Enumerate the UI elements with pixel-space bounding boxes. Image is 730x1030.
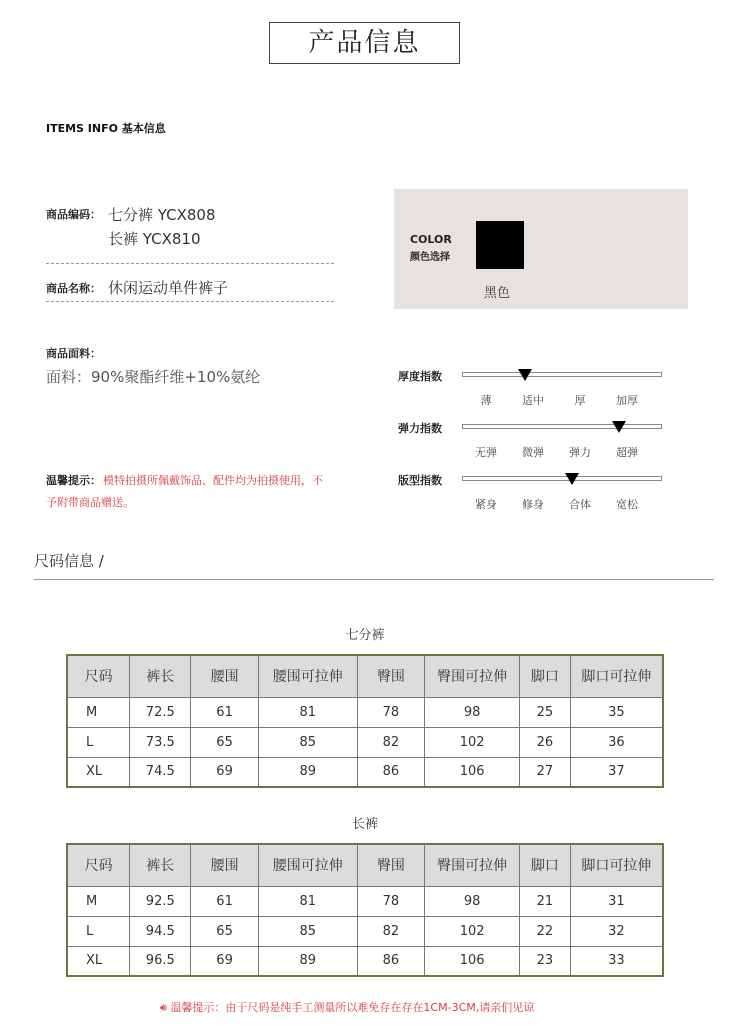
table-row xyxy=(67,886,663,916)
column-header: 臀围可拉伸 xyxy=(425,655,520,697)
table-cell: 73.5 xyxy=(130,727,191,757)
table-cell: 26 xyxy=(519,727,570,757)
table-title-long: 长裤 xyxy=(351,817,378,832)
column-header: 臀围 xyxy=(357,655,425,697)
index-option: 加厚 xyxy=(616,394,638,407)
table-cell: 89 xyxy=(258,946,357,976)
size-table-long xyxy=(66,843,664,977)
code-line-2: 长裤 YCX810 xyxy=(108,230,201,248)
column-header: 裤长 xyxy=(130,844,191,886)
table-cell: 32 xyxy=(570,916,663,946)
table-cell: 94.5 xyxy=(130,916,191,946)
column-header: 脚口 xyxy=(519,844,570,886)
table-cell: 22 xyxy=(519,916,570,946)
table-cell: 23 xyxy=(519,946,570,976)
table-cell: M xyxy=(67,697,130,727)
table-row xyxy=(67,946,663,976)
column-header: 臀围可拉伸 xyxy=(425,844,520,886)
index-bar xyxy=(462,476,662,481)
index-option: 适中 xyxy=(522,394,544,407)
table-cell: 74.5 xyxy=(130,757,191,787)
table-cell: 35 xyxy=(570,697,663,727)
table-cell: 85 xyxy=(258,727,357,757)
table-cell: 82 xyxy=(357,727,425,757)
table-cell: 106 xyxy=(425,757,520,787)
table-cell: L xyxy=(67,727,130,757)
index-label: 版型指数 xyxy=(398,474,442,487)
divider xyxy=(46,263,334,264)
table-cell: 96.5 xyxy=(130,946,191,976)
index-label: 厚度指数 xyxy=(398,370,442,383)
column-header: 脚口可拉伸 xyxy=(570,655,663,697)
column-header: 尺码 xyxy=(67,844,130,886)
table-cell: 31 xyxy=(570,886,663,916)
table-cell: 33 xyxy=(570,946,663,976)
column-header: 脚口 xyxy=(519,655,570,697)
fabric-label: 商品面料： xyxy=(46,347,101,360)
column-header: 腰围可拉伸 xyxy=(258,844,357,886)
page-title: 产品信息 xyxy=(269,22,460,64)
table-cell: 81 xyxy=(258,697,357,727)
divider xyxy=(46,301,334,302)
table-cell: 102 xyxy=(425,727,520,757)
speaker-icon: 🔊︎ xyxy=(160,1001,171,1014)
table-cell: XL xyxy=(67,946,130,976)
notice-label: 温馨提示： xyxy=(46,474,101,487)
code-label: 商品编码： xyxy=(46,208,101,221)
index-marker-icon xyxy=(565,473,579,485)
index-option: 厚 xyxy=(574,394,586,407)
table-cell: 85 xyxy=(258,916,357,946)
notice-text: 模特拍摄所佩戴饰品、配件均为拍摄使用，不 xyxy=(103,474,323,487)
table-row xyxy=(67,757,663,787)
index-marker-icon xyxy=(612,421,626,433)
index-option: 超弹 xyxy=(616,446,638,459)
index-label: 弹力指数 xyxy=(398,422,442,435)
column-header: 腰围可拉伸 xyxy=(258,655,357,697)
column-header: 腰围 xyxy=(191,655,259,697)
index-option: 薄 xyxy=(480,394,492,407)
table-header-row xyxy=(67,844,663,886)
table-cell: L xyxy=(67,916,130,946)
table-row xyxy=(67,697,663,727)
column-header: 腰围 xyxy=(191,844,259,886)
index-option: 紧身 xyxy=(475,498,497,511)
table-cell: 78 xyxy=(357,697,425,727)
table-cell: XL xyxy=(67,757,130,787)
table-cell: 78 xyxy=(357,886,425,916)
table-cell: 21 xyxy=(519,886,570,916)
size-heading: 尺码信息 / xyxy=(34,552,104,570)
table-row xyxy=(67,727,663,757)
footer-text: 温馨提示：由于尺码是纯手工测量所以难免存在存在1CM-3CM,请亲们见谅 xyxy=(170,1001,535,1014)
table-cell: 106 xyxy=(425,946,520,976)
table-cell: 36 xyxy=(570,727,663,757)
table-cell: 69 xyxy=(191,946,259,976)
table-cell: 102 xyxy=(425,916,520,946)
divider xyxy=(34,579,714,580)
table-cell: 82 xyxy=(357,916,425,946)
index-marker-icon xyxy=(518,369,532,381)
table-cell: 86 xyxy=(357,946,425,976)
index-option: 修身 xyxy=(522,498,544,511)
table-cell: 89 xyxy=(258,757,357,787)
table-cell: 25 xyxy=(519,697,570,727)
index-option: 合体 xyxy=(569,498,591,511)
name-label: 商品名称： xyxy=(46,282,101,295)
name-value: 休闲运动单件裤子 xyxy=(108,279,229,297)
table-title-cropped: 七分裤 xyxy=(345,628,385,643)
table-header-row xyxy=(67,655,663,697)
table-cell: 65 xyxy=(191,916,259,946)
column-header: 裤长 xyxy=(130,655,191,697)
table-cell: M xyxy=(67,886,130,916)
table-cell: 61 xyxy=(191,697,259,727)
table-cell: 27 xyxy=(519,757,570,787)
notice-text-2: 予附带商品赠送。 xyxy=(46,496,134,509)
color-swatch-black[interactable] xyxy=(476,221,524,269)
table-cell: 92.5 xyxy=(130,886,191,916)
index-option: 宽松 xyxy=(616,498,638,511)
table-cell: 98 xyxy=(425,886,520,916)
color-label-cn: 颜色选择 xyxy=(410,252,450,263)
column-header: 脚口可拉伸 xyxy=(570,844,663,886)
table-cell: 81 xyxy=(258,886,357,916)
table-cell: 65 xyxy=(191,727,259,757)
index-bar xyxy=(462,372,662,377)
table-cell: 69 xyxy=(191,757,259,787)
index-option: 弹力 xyxy=(569,446,591,459)
table-cell: 61 xyxy=(191,886,259,916)
table-cell: 98 xyxy=(425,697,520,727)
color-name: 黑色 xyxy=(484,286,511,301)
table-cell: 72.5 xyxy=(130,697,191,727)
table-cell: 37 xyxy=(570,757,663,787)
column-header: 臀围 xyxy=(357,844,425,886)
code-line-1: 七分裤 YCX808 xyxy=(108,206,216,224)
table-cell: 86 xyxy=(357,757,425,787)
color-label-en: COLOR xyxy=(410,233,452,246)
fabric-value: 面料：90%聚酯纤维+10%氨纶 xyxy=(46,368,261,386)
items-info-heading: ITEMS INFO 基本信息 xyxy=(46,122,166,135)
index-bar xyxy=(462,424,662,429)
size-table-cropped xyxy=(66,654,664,788)
column-header: 尺码 xyxy=(67,655,130,697)
footer-notice xyxy=(160,999,534,1015)
index-option: 无弹 xyxy=(475,446,497,459)
index-option: 微弹 xyxy=(522,446,544,459)
table-row xyxy=(67,916,663,946)
